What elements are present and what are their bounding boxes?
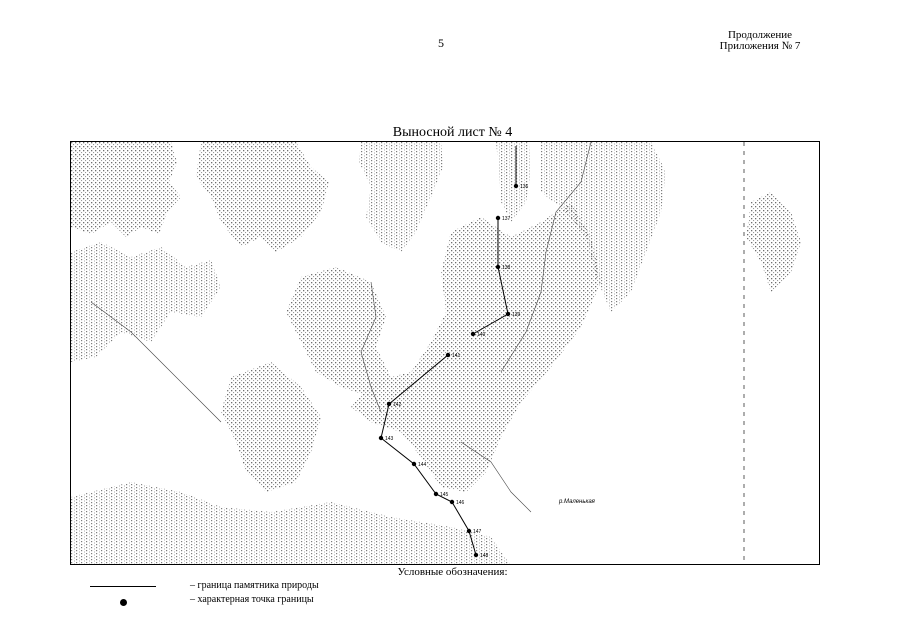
boundary-point-label-144: 144 [418, 462, 427, 468]
boundary-point-label-142: 142 [393, 402, 402, 408]
boundary-point-140 [471, 332, 475, 336]
boundary-point-label-143: 143 [385, 436, 394, 442]
boundary-point-label-139: 139 [512, 312, 521, 318]
legend-title: Условные обозначения: [397, 566, 508, 578]
boundary-point-138 [496, 265, 500, 269]
boundary-point-label-147: 147 [473, 529, 482, 535]
continuation-line-1: Продолжение [727, 29, 793, 41]
boundary-point-label-138: 138 [502, 265, 511, 271]
map-frame [70, 141, 820, 565]
legend-point-symbol [120, 599, 127, 606]
boundary-point-label-140: 140 [477, 332, 486, 338]
boundary-point-label-146: 146 [456, 500, 465, 506]
terrain-patch-north-strip [496, 142, 531, 222]
boundary-point-label-137: 137 [502, 216, 511, 222]
map-sheet-title: Выносной лист № 4 [392, 125, 513, 140]
terrain-patch-sw [221, 362, 321, 492]
continuation-line-2: Приложения № 7 [719, 40, 801, 52]
boundary-point-147 [467, 529, 471, 533]
terrain-patch-n1 [196, 142, 329, 252]
boundary-point-137 [496, 216, 500, 220]
boundary-point-141 [446, 353, 450, 357]
boundary-point-label-136: 136 [520, 184, 529, 190]
terrain-patch-far-east [746, 192, 801, 292]
boundary-point-139 [506, 312, 510, 316]
boundary-point-label-148: 148 [480, 553, 489, 559]
terrain-patch-n2 [359, 142, 443, 252]
terrain-patch-nw [71, 142, 181, 237]
terrain-stipple [71, 142, 801, 565]
topographic-map [71, 142, 820, 565]
page-number: 5 [438, 36, 444, 50]
boundary-point-label-145: 145 [440, 492, 449, 498]
terrain-patch-w [71, 242, 221, 362]
boundary-point-143 [379, 436, 383, 440]
boundary-point-136 [514, 184, 518, 188]
boundary-point-146 [450, 500, 454, 504]
boundary-point-145 [434, 492, 438, 496]
river-label: р.Маленькая [559, 499, 595, 505]
appendix-continuation [690, 30, 830, 52]
legend-point-label: – характерная точка границы [190, 594, 314, 605]
terrain-patch-center [286, 267, 391, 397]
legend-boundary-line-symbol [90, 586, 156, 587]
boundary-point-label-141: 141 [452, 353, 461, 359]
legend-boundary-line-label: – граница памятника природы [190, 580, 319, 591]
boundary-point-144 [412, 462, 416, 466]
boundary-point-148 [474, 553, 478, 557]
boundary-point-142 [387, 402, 391, 406]
